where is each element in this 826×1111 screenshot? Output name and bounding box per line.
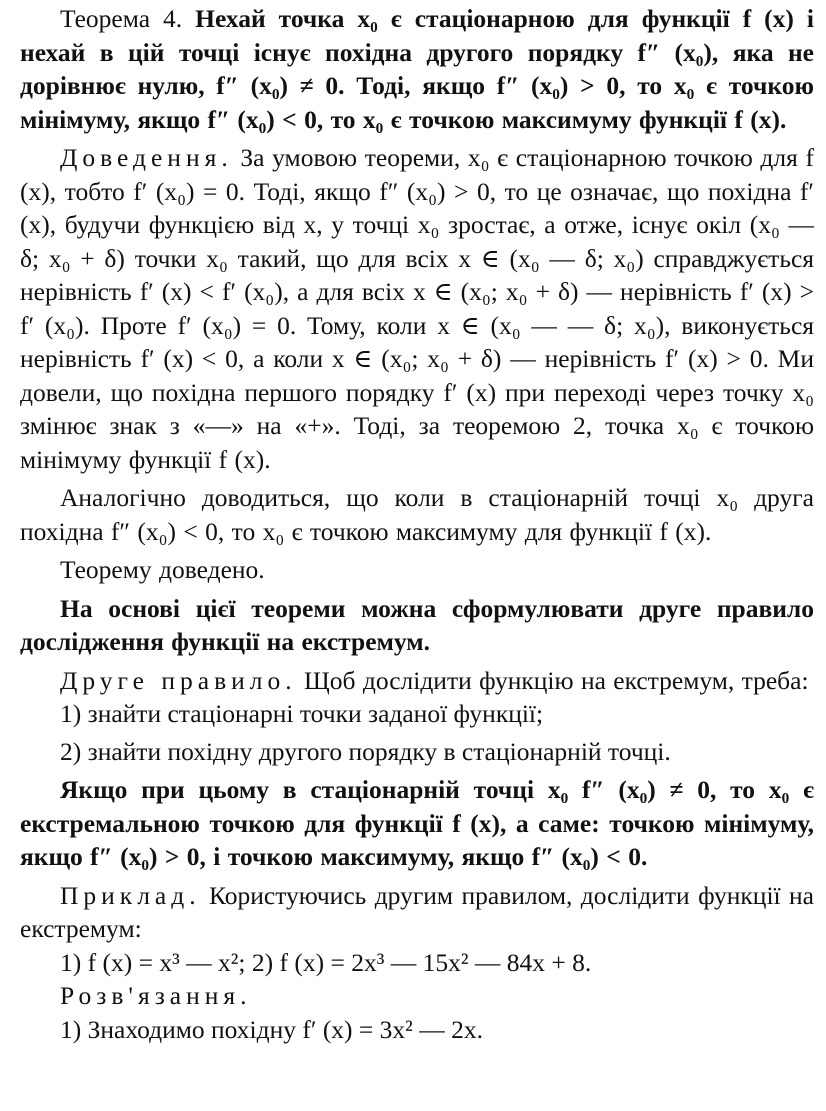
theorem-paragraph bbox=[20, 2, 814, 136]
rule-label: Друге правило. bbox=[60, 665, 297, 695]
example-label: Приклад. bbox=[60, 880, 201, 910]
example-paragraph bbox=[20, 879, 814, 946]
theorem-text: Нехай точка x₀ є стаціонарною для функції f (x) і нехай в цій точці існує похідна другого порядку f″ (x₀), яка не дорівнює нулю, f″ (x₀) ≠ 0. Тоді, якщо f″ (x₀) > 0, то x₀ є точкою мінімуму, якщо f″ (x₀) < 0, то x₀ є точкою максимуму функції f (x). bbox=[20, 4, 814, 134]
rule-paragraph bbox=[20, 664, 814, 698]
proof-paragraph bbox=[20, 141, 814, 476]
basis-paragraph: На основі цієї теореми можна сформулювати друге правило дослідження функції на екстремум. bbox=[20, 593, 814, 656]
theorem-label: Теорема 4. bbox=[60, 4, 183, 33]
proof-text: За умовою теореми, x₀ є стаціонарною точкою для f (x), тобто f′ (x₀) = 0. Тоді, якщо f″ (x₀) > 0, то це означає, що похідна f′ (x), будучи функцією від x, у точці x₀ зростає, а отже, існує окіл (x₀ — δ; x₀ + δ) точки x₀ такий, що для всіх x ∈ (x₀ — δ; x₀) справджується нерівність f′ (x) < f′ (x₀), а для всіх x ∈ (x₀; x₀ + δ) — нерівність f′ (x) > f′ (x₀). Проте f′ (x₀) = 0. Тому, коли x ∈ (x₀ — — δ; x₀), виконується нерівність f′ (x) < 0, а коли x ∈ (x₀; x₀ + δ) — нерівність f′ (x) > 0. Ми довели, що похідна першого порядку f′ (x) при переході через точку x₀ змінює знак з «—» на «+». Тоді, за теоремою 2, точка x₀ є точкою мінімуму функції f (x). bbox=[20, 143, 815, 474]
analog-paragraph: Аналогічно доводиться, що коли в стаціонарній точці x₀ друга похідна f″ (x₀) < 0, то x₀ є точкою максимуму для функції f (x). bbox=[20, 483, 814, 546]
condition-paragraph: Якщо при цьому в стаціонарній точці x₀ f″ (x₀) ≠ 0, то x₀ є екстремальною точкою для функції f (x), а саме: точкою мінімуму, якщо f″ (x₀) > 0, і точкою максимуму, якщо f″ (x₀) < 0. bbox=[20, 775, 814, 871]
rule-text: Щоб дослідити функцію на екстремум, треба: bbox=[304, 665, 809, 695]
rule-step-2: 2) знайти похідну другого порядку в стаціонарній точці. bbox=[60, 736, 671, 766]
example-text: Користуючись другим правилом, дослідити функції на екстремум: bbox=[20, 880, 814, 943]
solution-label: Розв'язання. bbox=[60, 981, 252, 1010]
proved-paragraph: Теорему доведено. bbox=[60, 555, 265, 584]
example-functions: 1) f (x) = x³ — x²; 2) f (x) = 2x³ — 15x² — 84x + 8. bbox=[60, 947, 592, 977]
solution-step-1: 1) Знаходимо похідну f′ (x) = 3x² — 2x. bbox=[60, 1014, 483, 1044]
proof-label: Доведення. bbox=[60, 143, 233, 172]
rule-step-1: 1) знайти стаціонарні точки заданої функції; bbox=[60, 699, 544, 728]
